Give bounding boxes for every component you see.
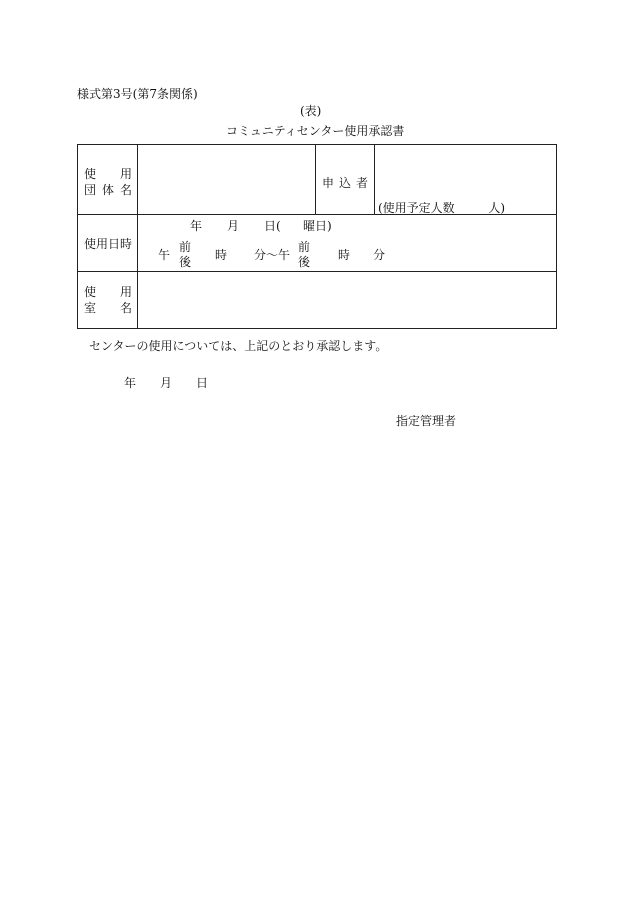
- row-user-group: [78, 145, 557, 215]
- datetime-weekday: 曜日): [303, 219, 332, 233]
- label-user-group: [78, 145, 138, 215]
- label-char: 使: [84, 167, 97, 181]
- row-room-name: [78, 272, 557, 329]
- label-usage-datetime-text: 使用日時: [84, 237, 133, 251]
- planned-people-prefix: (使用予定人数: [378, 201, 455, 215]
- label-char: 団: [84, 183, 97, 197]
- label-char: 名: [119, 183, 132, 197]
- label-room-name: [78, 272, 138, 329]
- time-am-bottom: 後: [179, 255, 192, 269]
- label-char: 使: [84, 285, 97, 299]
- label-char: 用: [119, 167, 132, 181]
- label-char: 名: [119, 301, 132, 315]
- time-hour-start: 時: [215, 248, 228, 262]
- approval-date: [124, 376, 208, 390]
- designated-manager: 指定管理者: [396, 414, 457, 428]
- label-char: 者: [355, 176, 368, 190]
- approval-statement: センターの使用については、上記のとおり承認します。: [89, 339, 388, 353]
- document-title: コミュニティセンター使用承認書: [226, 124, 405, 138]
- date-month: 月: [160, 376, 173, 390]
- label-char: 体: [101, 183, 114, 197]
- form-number: 様式第3号(第7条関係): [77, 87, 198, 101]
- date-day: 日: [196, 376, 209, 390]
- label-char: 申: [322, 176, 335, 190]
- field-group-name[interactable]: [138, 145, 316, 215]
- time-hour-end: 時: [338, 248, 351, 262]
- label-char: 込: [338, 176, 351, 190]
- time-noon-start: 午: [158, 248, 171, 262]
- field-applicant[interactable]: [375, 145, 557, 215]
- date-year: 年: [124, 376, 137, 390]
- time-min-start-to: 分〜午: [254, 248, 291, 262]
- label-char: 室: [84, 301, 97, 315]
- side-label: (表): [300, 104, 322, 118]
- time-am-top: 前: [179, 240, 192, 254]
- datetime-day: 日(: [264, 219, 281, 233]
- datetime-month: 月: [227, 219, 240, 233]
- label-usage-datetime: [78, 215, 138, 272]
- field-usage-datetime[interactable]: [138, 215, 557, 272]
- planned-people-suffix: 人): [488, 201, 506, 215]
- approval-form-table: [77, 144, 557, 329]
- datetime-year: 年: [190, 219, 203, 233]
- time-pm-bottom: 後: [298, 255, 311, 269]
- time-min-end: 分: [373, 248, 386, 262]
- label-char: 用: [119, 285, 132, 299]
- row-usage-datetime: [78, 215, 557, 272]
- field-room-name[interactable]: [138, 272, 557, 329]
- label-applicant: [316, 145, 375, 215]
- time-pm-top: 前: [298, 240, 311, 254]
